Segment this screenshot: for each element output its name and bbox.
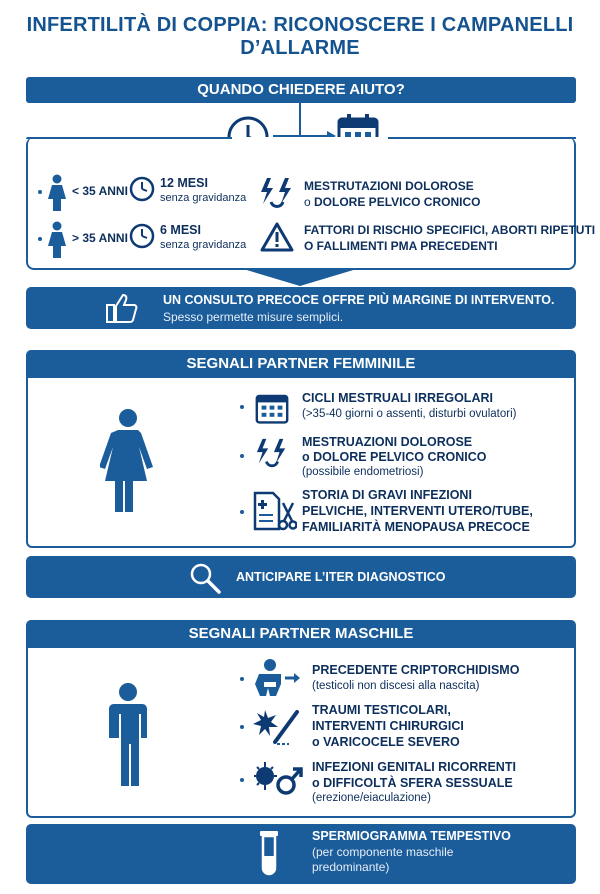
magnifier-icon	[188, 562, 222, 594]
condition-risk-line2: O FALLIMENTI PMA PRECEDENTI	[304, 239, 498, 253]
test-tube-icon	[258, 830, 280, 878]
trauma-scalpel-icon	[253, 706, 301, 746]
male-item-2-line3: o VARICOCELE SEVERO	[312, 735, 460, 749]
condition-pain-line1: MESTRUTAZIONI DOLOROSE	[304, 179, 474, 193]
male-item-3-detail: (erezione/eiaculazione)	[312, 792, 431, 804]
male-item-3-title: INFEZIONI GENITALI RICORRENTI	[312, 760, 516, 774]
months-6: 6 MESI	[160, 223, 201, 237]
man-figure-icon	[104, 682, 152, 786]
baby-arrow-icon	[253, 658, 301, 698]
age-under-35: < 35 ANNI	[72, 184, 128, 198]
male-item-2-line1: TRAUMI TESTICOLARI,	[312, 703, 451, 717]
months-6-sub: senza gravidanza	[160, 239, 247, 251]
spermiogram-title: SPERMIOGRAMMA TEMPESTIVO	[312, 829, 511, 843]
age-over-35: > 35 ANNI	[72, 231, 128, 245]
male-header	[26, 620, 576, 648]
thumbs-up-icon	[105, 292, 139, 324]
female-item-3-line1: STORIA DI GRAVI INFEZIONI	[302, 488, 472, 502]
when-header-label: QUANDO CHIEDERE AIUTO?	[197, 81, 405, 98]
female-item-2-sub: o DOLORE PELVICO CRONICO	[302, 450, 487, 464]
male-header-label: SEGNALI PARTNER MASCHILE	[188, 625, 414, 642]
warning-icon	[260, 222, 294, 252]
female-header	[26, 350, 576, 378]
clock-icon	[129, 223, 155, 249]
condition-pain-prefix: o	[304, 195, 315, 209]
woman-icon	[46, 174, 68, 212]
pain-lightning-icon	[255, 437, 289, 471]
calendar-icon	[255, 392, 289, 424]
woman-figure-icon	[100, 408, 156, 512]
advice-bold: UN CONSULTO PRECOCE OFFRE PIÙ MARGINE DI INTERVENTO.	[163, 293, 555, 307]
months-12: 12 MESI	[160, 176, 208, 190]
months-12-sub: senza gravidanza	[160, 192, 247, 204]
page-title: INFERTILITÀ DI COPPIA: RICONOSCERE I CAMPANELLI D’ALLARME	[26, 14, 574, 59]
female-item-3-line2: PELVICHE, INTERVENTI UTERO/TUBE,	[302, 504, 533, 518]
when-header	[26, 77, 576, 103]
male-item-3-sub: o DIFFICOLTÀ SFERA SESSUALE	[312, 776, 513, 790]
female-item-1-detail: (>35-40 giorni o assenti, disturbi ovulatori)	[302, 408, 517, 420]
male-item-2-line2: INTERVENTI CHIRURGICI	[312, 719, 464, 733]
spermiogram-sub-1: (per componente maschile	[312, 845, 454, 859]
male-item-1-title: PRECEDENTE CRIPTORCHIDISMO	[312, 663, 520, 677]
female-header-label: SEGNALI PARTNER FEMMINILE	[186, 355, 416, 372]
condition-pain-line2	[304, 195, 480, 209]
spermiogram-sub-2: predominante)	[312, 860, 390, 874]
bacteria-male-symbol-icon	[253, 758, 303, 798]
pain-lightning-icon	[259, 176, 295, 212]
male-item-1-detail: (testicoli non discesi alla nascita)	[312, 680, 480, 692]
condition-pain-line2-text: DOLORE PELVICO CRONICO	[314, 195, 481, 209]
advice-sub: Spesso permette misure semplici.	[163, 310, 344, 324]
female-item-2-title: MESTRUAZIONI DOLOROSE	[302, 435, 473, 449]
down-arrow	[240, 268, 360, 288]
female-item-1-title: CICLI MESTRUALI IRREGOLARI	[302, 391, 493, 405]
clock-icon	[129, 176, 155, 202]
diagnostic-label: ANTICIPARE L’ITER DIAGNOSTICO	[236, 570, 446, 584]
female-item-2-detail: (possibile endometriosi)	[302, 466, 424, 478]
condition-risk-line1: FATTORI DI RISCHIO SPECIFICI, ABORTI RIPETUTI	[304, 223, 596, 237]
medical-record-scissors-icon	[253, 491, 297, 531]
female-item-3-line3: FAMILIARITÀ MENOPAUSA PRECOCE	[302, 520, 530, 534]
woman-icon	[46, 221, 68, 259]
